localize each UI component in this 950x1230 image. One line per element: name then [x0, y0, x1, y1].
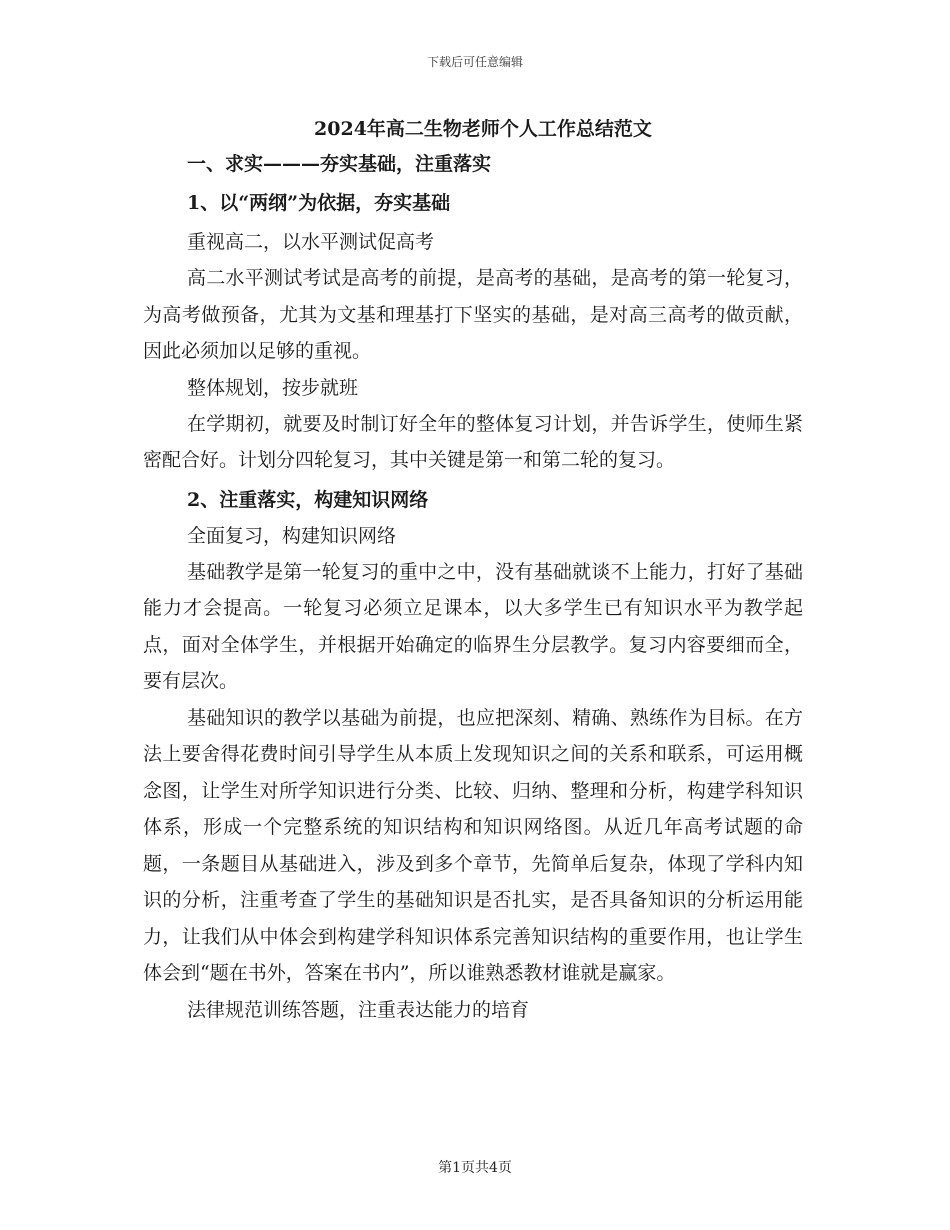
topic-heading: 整体规划，按步就班 [187, 376, 359, 399]
topic-heading: 重视高二，以水平测试促高考 [187, 231, 435, 253]
topic-heading: 全面复习，构建知识网络 [187, 524, 397, 547]
subsection-heading-1: 1、以“两纲”为依据，夯实基础 [187, 192, 451, 214]
page-number: 第1页共4页 [438, 1160, 512, 1176]
document-title: 2024年高二生物老师个人工作总结范文 [314, 118, 652, 140]
subsection-heading-2: 2、注重落实，构建知识网络 [187, 488, 429, 511]
paragraph: 高二水平测试考试是高考的前提，是高考的基础，是高考的第一轮复习，为高考做预备，尤其为文基和理基打下坚实的基础，是对高三高考的做贡献，因此必须加以足够的重视。 [143, 267, 803, 362]
header-note: 下载后可任意编辑 [426, 55, 523, 69]
topic-heading: 法律规范训练答题，注重表达能力的培育 [187, 998, 530, 1021]
paragraph: 在学期初，就要及时制订好全年的整体复习计划，并告诉学生，使师生紧密配合好。计划分四轮复习，其中关键是第一和第二轮的复习。 [143, 412, 803, 471]
section-heading-1: 一、求实———夯实基础，注重落实 [187, 153, 492, 175]
paragraph: 基础知识的教学以基础为前提，也应把深刻、精确、熟练作为目标。在方法上要舍得花费时间引导学生从本质上发现知识之间的关系和联系，可运用概念图，让学生对所学知识进行分类、比较、归纳、整理和分析，构建学科知识体系，形成一个完整系统的知识结构和知识网络图。从近几年高考试题的命题，一条题目从基础进入，涉及到多个章节，先简单后复杂，体现了学科内知识的分析，注重考查了学生的基础知识是否扎实，是否具备知识的分析运用能力，让我们从中体会到构建学科知识体系完善知识结构的重要作用，也让学生体会到“题在书外，答案在书内”，所以谁熟悉教材谁就是赢家。 [143, 706, 803, 984]
paragraph: 基础教学是第一轮复习的重中之中，没有基础就谈不上能力，打好了基础能力才会提高。一轮复习必须立足课本，以大多学生已有知识水平为教学起点，面对全体学生，并根据开始确定的临界生分层教学。复习内容要细而全，要有层次。 [143, 560, 803, 692]
document-body [143, 112, 803, 1028]
